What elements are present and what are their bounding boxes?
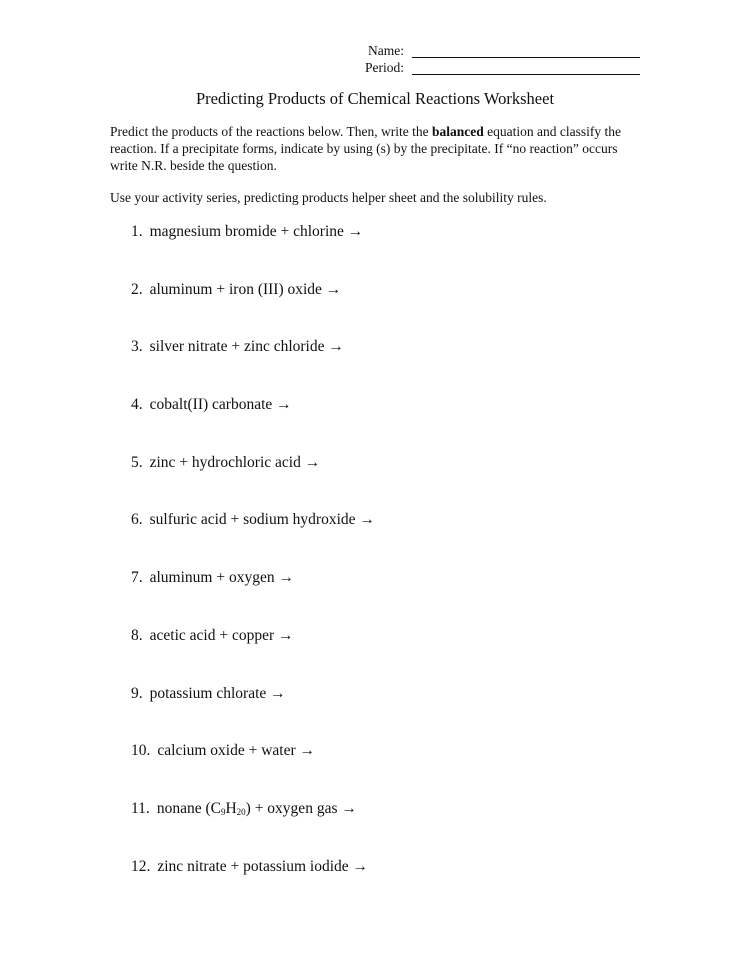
instructions-part2: equation and classify the reaction. If a precipitate forms, indicate by using (s) by the precipitate. If “no reaction” occurs write N.R. beside the question. [110,124,622,173]
question-text: zinc nitrate + potassium iodide → [157,857,369,875]
instructions-part1: Predict the products of the reactions below. Then, write the [110,124,429,139]
name-field[interactable] [300,43,642,59]
question-number: 5. [131,453,143,471]
question-number: 2. [131,280,143,298]
question-text-mid: H [225,799,237,817]
subscript-hydrogen: 20 [236,806,246,817]
question-text: calcium oxide + water → [157,742,316,760]
question-text: aluminum + oxygen → [149,569,294,587]
question-3 [131,336,375,394]
question-8 [131,625,375,683]
period-label: Period: [365,60,404,75]
question-4 [131,394,375,452]
question-text: cobalt(II) carbonate → [149,396,292,414]
question-text: zinc + hydrochloric acid → [149,453,321,471]
question-11 [131,798,375,856]
question-text-post: ) + oxygen gas → [245,799,357,817]
name-label: Name: [368,43,404,58]
question-number: 3. [131,338,143,356]
question-number: 10. [131,742,151,760]
question-text: aluminum + iron (III) oxide → [149,280,342,298]
question-number: 6. [131,511,143,529]
question-10 [131,740,375,798]
question-number: 8. [131,626,143,644]
period-line[interactable] [412,74,640,75]
question-7 [131,567,375,625]
question-text: acetic acid + copper → [149,626,294,644]
instructions-bold: balanced [432,124,484,139]
question-number: 11. [131,799,150,817]
resources-note: Use your activity series, predicting products helper sheet and the solubility rules. [110,190,547,205]
instructions [110,123,640,174]
question-number: 9. [131,684,143,702]
question-number: 1. [131,223,143,240]
page-title: Predicting Products of Chemical Reactions Worksheet [195,89,555,108]
question-number: 7. [131,569,143,587]
subscript-carbon: 9 [220,806,226,817]
question-text: magnesium bromide + chlorine → [149,223,364,240]
question-text: potassium chlorate → [149,684,286,702]
period-field[interactable] [300,60,642,76]
question-text-pre: nonane (C [156,799,221,817]
question-list [131,221,375,913]
question-12 [131,856,375,914]
question-1 [131,221,375,279]
question-5 [131,452,375,510]
question-9 [131,683,375,741]
question-6 [131,509,375,567]
question-text: sulfuric acid + sodium hydroxide → [149,511,375,529]
question-number: 4. [131,396,143,414]
question-number: 12. [131,857,151,875]
question-text: silver nitrate + zinc chloride → [149,338,344,356]
name-line[interactable] [412,57,640,58]
question-2 [131,279,375,337]
